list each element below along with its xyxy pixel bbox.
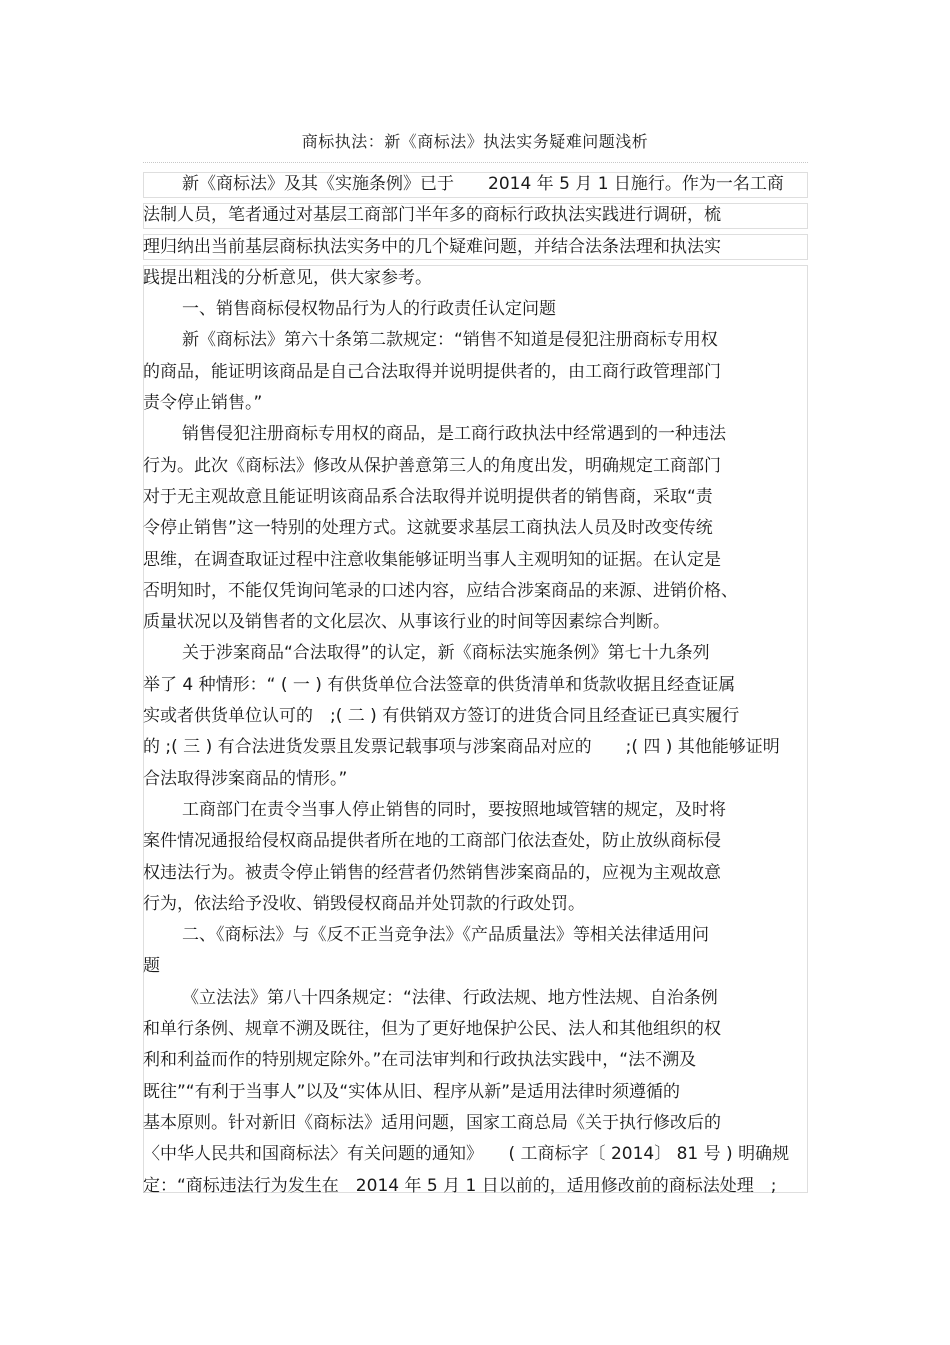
document-body — [143, 169, 811, 1202]
section-heading: 二、《商标法》与《反不正当竞争法》《产品质量法》等相关法律适用问 — [182, 925, 709, 946]
text-line: 的商品，能证明该商品是自己合法取得并说明提供者的，由工商行政管理部门 — [143, 361, 721, 382]
text-line: 思维，在调查取证过程中注意收集能够证明当事人主观明知的证据。在认定是 — [143, 549, 721, 570]
text-line: 和单行条例、规章不溯及既往，但为了更好地保护公民、法人和其他组织的权 — [143, 1019, 721, 1040]
text-line: 合法取得涉案商品的情形。” — [143, 768, 348, 789]
title-divider — [143, 162, 808, 163]
text-line: 实或者供货单位认可的 ;( 二 ) 有供销双方签订的进货合同且经查证已真实履行 — [143, 706, 740, 727]
text-line: 〈中华人民共和国商标法〉有关问题的通知》 ( 工商标字〔 2014〕 81 号 ) 明确规 — [143, 1144, 790, 1165]
text-line: 销售侵犯注册商标专用权的商品，是工商行政执法中经常遇到的一种违法 — [182, 424, 726, 445]
text-line: 行为，依法给予没收、销毁侵权商品并处罚款的行政处罚。 — [143, 893, 585, 914]
text-line: 令停止销售”这一特别的处理方式。这就要求基层工商执法人员及时改变传统 — [143, 518, 713, 539]
text-line: 践提出粗浅的分析意见，供大家参考。 — [143, 267, 432, 288]
text-line: 的 ;( 三 ) 有合法进货发票且发票记载事项与涉案商品对应的 ;( 四 ) 其他能够证明 — [143, 737, 780, 758]
legal-acquisition-paragraph — [143, 638, 811, 794]
text-line: 法制人员，笔者通过对基层工商部门半年多的商标行政执法实践进行调研，梳 — [143, 205, 721, 226]
text-line: 质量状况以及销售者的文化层次、从事该行业的时间等因素综合判断。 — [143, 612, 670, 633]
analysis-paragraph — [143, 419, 811, 638]
section-heading: 题 — [143, 956, 160, 977]
text-line: 既往”“有利于当事人”以及“实体从旧、程序从新”是适用法律时须遵循的 — [143, 1081, 681, 1102]
text-line: 工商部门在责令当事人停止销售的同时，要按照地域管辖的规定，及时将 — [182, 799, 726, 820]
referral-paragraph — [143, 795, 811, 920]
text-line: 行为。此次《商标法》修改从保护善意第三人的角度出发，明确规定工商部门 — [143, 455, 721, 476]
section-heading-2 — [143, 920, 811, 983]
text-line: 定：“商标违法行为发生在 2014 年 5 月 1 日以前的，适用修改前的商标法处理 ; — [143, 1175, 777, 1196]
text-line: 责令停止销售。” — [143, 393, 263, 414]
text-line: 理归纳出当前基层商标执法实务中的几个疑难问题，并结合法条法理和执法实 — [143, 236, 721, 257]
text-line: 案件情况通报给侵权商品提供者所在地的工商部门依法查处，防止放纵商标侵 — [143, 831, 721, 852]
text-line: 权违法行为。被责令停止销售的经营者仍然销售涉案商品的，应视为主观故意 — [143, 862, 721, 883]
article-60-paragraph — [143, 325, 811, 419]
document-title: 商标执法：新《商标法》执法实务疑难问题浅析 — [301, 132, 649, 151]
section-heading: 一、销售商标侵权物品行为人的行政责任认定问题 — [182, 299, 556, 320]
text-line: 关于涉案商品“合法取得”的认定，新《商标法实施条例》第七十九条列 — [182, 643, 710, 664]
intro-paragraph — [143, 169, 811, 294]
text-line: 新《商标法》及其《实施条例》已于 2014 年 5 月 1 日施行。作为一名工商 — [182, 174, 784, 194]
text-line: 《立法法》第八十四条规定：“法律、行政法规、地方性法规、自治条例 — [182, 987, 718, 1008]
text-line: 对于无主观故意且能证明该商品系合法取得并说明提供者的销售商，采取“责 — [143, 486, 713, 507]
text-line: 举了 4 种情形：“ ( 一 ) 有供货单位合法签章的供货清单和货款收据且经查证属 — [143, 674, 736, 695]
text-line: 利和利益而作的特别规定除外。”在司法审判和行政执法实践中，“法不溯及 — [143, 1050, 697, 1071]
text-line: 新《商标法》第六十条第二款规定：“销售不知道是侵犯注册商标专用权 — [182, 330, 718, 351]
section-heading-1 — [143, 294, 811, 325]
legislation-law-paragraph — [143, 983, 811, 1202]
text-line: 否明知时，不能仅凭询问笔录的口述内容，应结合涉案商品的来源、进销价格、 — [143, 580, 738, 601]
text-line: 基本原则。针对新旧《商标法》适用问题，国家工商总局《关于执行修改后的 — [143, 1112, 721, 1133]
